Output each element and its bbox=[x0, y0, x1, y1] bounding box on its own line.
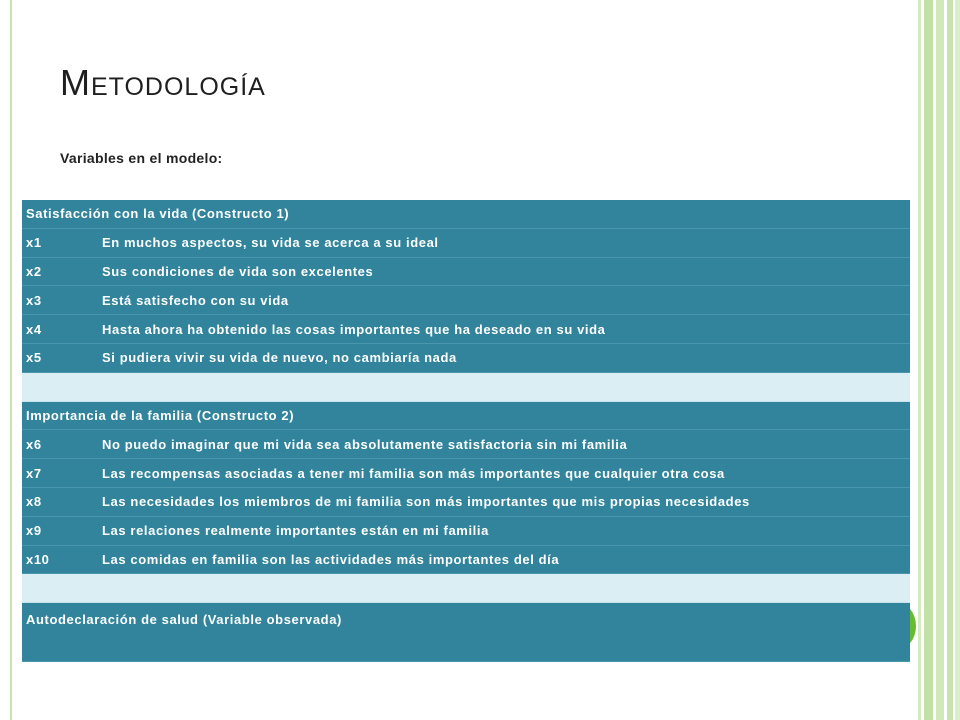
variables-table bbox=[22, 200, 910, 662]
table-row bbox=[22, 286, 910, 315]
variable-description: En muchos aspectos, su vida se acerca a su ideal bbox=[102, 235, 439, 251]
right-decoration-stripe bbox=[947, 0, 953, 720]
slide-subtitle: Variables en el modelo: bbox=[60, 150, 223, 166]
table-row bbox=[22, 517, 910, 546]
table-row bbox=[22, 315, 910, 344]
construct1-header: Satisfacción con la vida (Constructo 1) bbox=[26, 206, 290, 222]
variable-code: x9 bbox=[26, 523, 42, 539]
table-row bbox=[22, 459, 910, 488]
construct2-header: Importancia de la familia (Constructo 2) bbox=[26, 407, 295, 423]
table-row bbox=[22, 229, 910, 258]
table-section-header bbox=[22, 200, 910, 229]
table-row bbox=[22, 546, 910, 575]
table-spacer-row bbox=[22, 373, 910, 402]
variable-code: x7 bbox=[26, 465, 42, 481]
variable-description: Si pudiera vivir su vida de nuevo, no cambiaría nada bbox=[102, 350, 457, 366]
right-decoration-stripe bbox=[924, 0, 933, 720]
variable-code: x3 bbox=[26, 292, 42, 308]
table-row bbox=[22, 488, 910, 517]
right-decoration-stripe bbox=[936, 0, 944, 720]
table-section-header bbox=[22, 402, 910, 431]
right-decoration-stripe bbox=[918, 0, 921, 720]
table-section-header bbox=[22, 603, 910, 662]
variable-description: Las recompensas asociadas a tener mi familia son más importantes que cualquier otra cosa bbox=[102, 465, 725, 481]
variable-code: x5 bbox=[26, 350, 42, 366]
variable-code: x6 bbox=[26, 436, 42, 452]
variable-description: Está satisfecho con su vida bbox=[102, 292, 289, 308]
table-spacer-row bbox=[22, 574, 910, 603]
variable-description: Hasta ahora ha obtenido las cosas importantes que ha deseado en su vida bbox=[102, 321, 606, 337]
variable-description: Las comidas en familia son las actividades más importantes del día bbox=[102, 551, 560, 567]
slide-title: Metodología bbox=[60, 62, 266, 103]
variable-description: Las relaciones realmente importantes están en mi familia bbox=[102, 523, 489, 539]
variable-code: x4 bbox=[26, 321, 42, 337]
table-row bbox=[22, 258, 910, 287]
variable-description: Sus condiciones de vida son excelentes bbox=[102, 263, 374, 279]
left-border-line bbox=[10, 0, 12, 720]
table-row bbox=[22, 430, 910, 459]
variable-code: x8 bbox=[26, 494, 42, 510]
right-decoration-stripe bbox=[955, 0, 960, 720]
variable-description: No puedo imaginar que mi vida sea absolutamente satisfactoria sin mi familia bbox=[102, 436, 628, 452]
variable-code: x1 bbox=[26, 235, 42, 251]
table-row bbox=[22, 344, 910, 373]
variable-description: Las necesidades los miembros de mi familia son más importantes que mis propias necesidades bbox=[102, 494, 750, 510]
variable-code: x2 bbox=[26, 263, 42, 279]
observed-variable-header: Autodeclaración de salud (Variable observada) bbox=[26, 612, 342, 628]
variable-code: x10 bbox=[26, 551, 50, 567]
